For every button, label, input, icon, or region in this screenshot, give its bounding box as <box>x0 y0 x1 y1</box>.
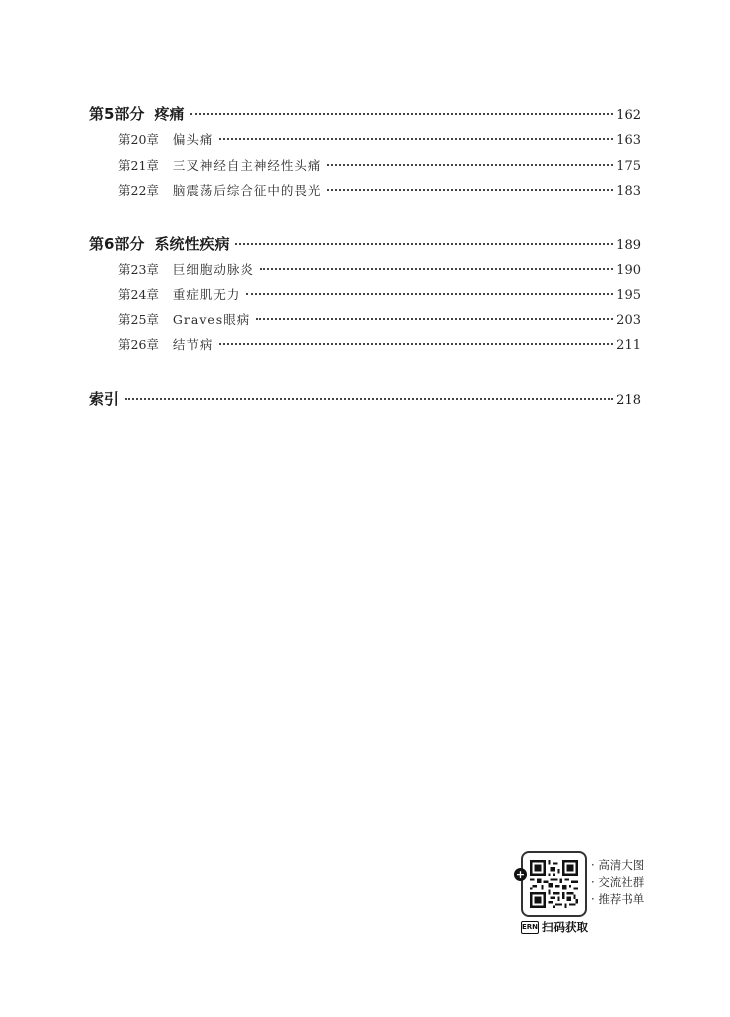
index-title: 索引 <box>89 390 120 408</box>
page-number: 175 <box>616 159 641 174</box>
dot-leader <box>219 343 613 345</box>
brand-logo-icon: ERN <box>521 921 539 934</box>
toc-chapter-22[interactable] <box>118 181 641 199</box>
toc-chapter-21[interactable] <box>118 156 641 174</box>
qr-feature-item: · 高清大图 <box>591 857 644 874</box>
chapter-title: 三叉神经自主神经性头痛 <box>172 158 322 173</box>
chapter-label: 第23章 <box>118 262 159 277</box>
page-number: 162 <box>616 108 641 123</box>
chapter-label: 第21章 <box>118 158 159 173</box>
part-title: 疼痛 <box>154 105 185 123</box>
toc-chapter-23[interactable] <box>118 260 641 278</box>
chapter-title: 脑震荡后综合征中的畏光 <box>172 183 322 198</box>
toc-chapter-26[interactable] <box>118 335 641 353</box>
qr-caption-text: 扫码获取 <box>542 920 588 934</box>
chapter-title: 偏头痛 <box>172 132 214 147</box>
chapter-title: 结节病 <box>172 337 214 352</box>
chapter-label: 第24章 <box>118 287 159 302</box>
qr-promo <box>513 851 673 934</box>
toc-chapter-20[interactable] <box>118 130 641 148</box>
page-number: 163 <box>616 133 641 148</box>
toc-part-5[interactable] <box>89 103 641 124</box>
chapter-title: 巨细胞动脉炎 <box>172 262 254 277</box>
part-title: 系统性疾病 <box>154 235 230 253</box>
dot-leader <box>235 243 613 245</box>
dot-leader <box>327 189 613 191</box>
toc-part-6[interactable] <box>89 233 641 254</box>
qr-caption <box>521 919 588 935</box>
qr-code-icon[interactable] <box>530 860 578 908</box>
chapter-title: 重症肌无力 <box>172 287 241 302</box>
chapter-label: 第25章 <box>118 312 159 327</box>
toc-chapter-24[interactable] <box>118 285 641 303</box>
chapter-label: 第22章 <box>118 183 159 198</box>
page-number: 195 <box>616 288 641 303</box>
chapter-title: Graves眼病 <box>172 312 251 327</box>
chapter-label: 第20章 <box>118 132 159 147</box>
dot-leader <box>125 398 613 400</box>
page-number: 189 <box>616 238 641 253</box>
dot-leader <box>219 138 613 140</box>
page-number: 203 <box>616 313 641 328</box>
plus-icon: + <box>515 868 526 881</box>
toc-index[interactable] <box>89 388 641 409</box>
page-number: 183 <box>616 184 641 199</box>
qr-feature-item: · 推荐书单 <box>591 891 644 908</box>
part-label: 第6部分 <box>89 235 145 253</box>
dot-leader <box>190 113 613 115</box>
toc-chapter-25[interactable] <box>118 310 641 328</box>
part-label: 第5部分 <box>89 105 145 123</box>
page-number: 190 <box>616 263 641 278</box>
dot-leader <box>256 318 613 320</box>
page-number: 218 <box>616 393 641 408</box>
qr-feature-list <box>591 857 644 908</box>
chapter-label: 第26章 <box>118 337 159 352</box>
dot-leader <box>246 293 613 295</box>
page-number: 211 <box>616 338 641 353</box>
qr-feature-item: · 交流社群 <box>591 874 644 891</box>
dot-leader <box>260 268 613 270</box>
qr-frame <box>521 851 587 917</box>
dot-leader <box>327 164 613 166</box>
